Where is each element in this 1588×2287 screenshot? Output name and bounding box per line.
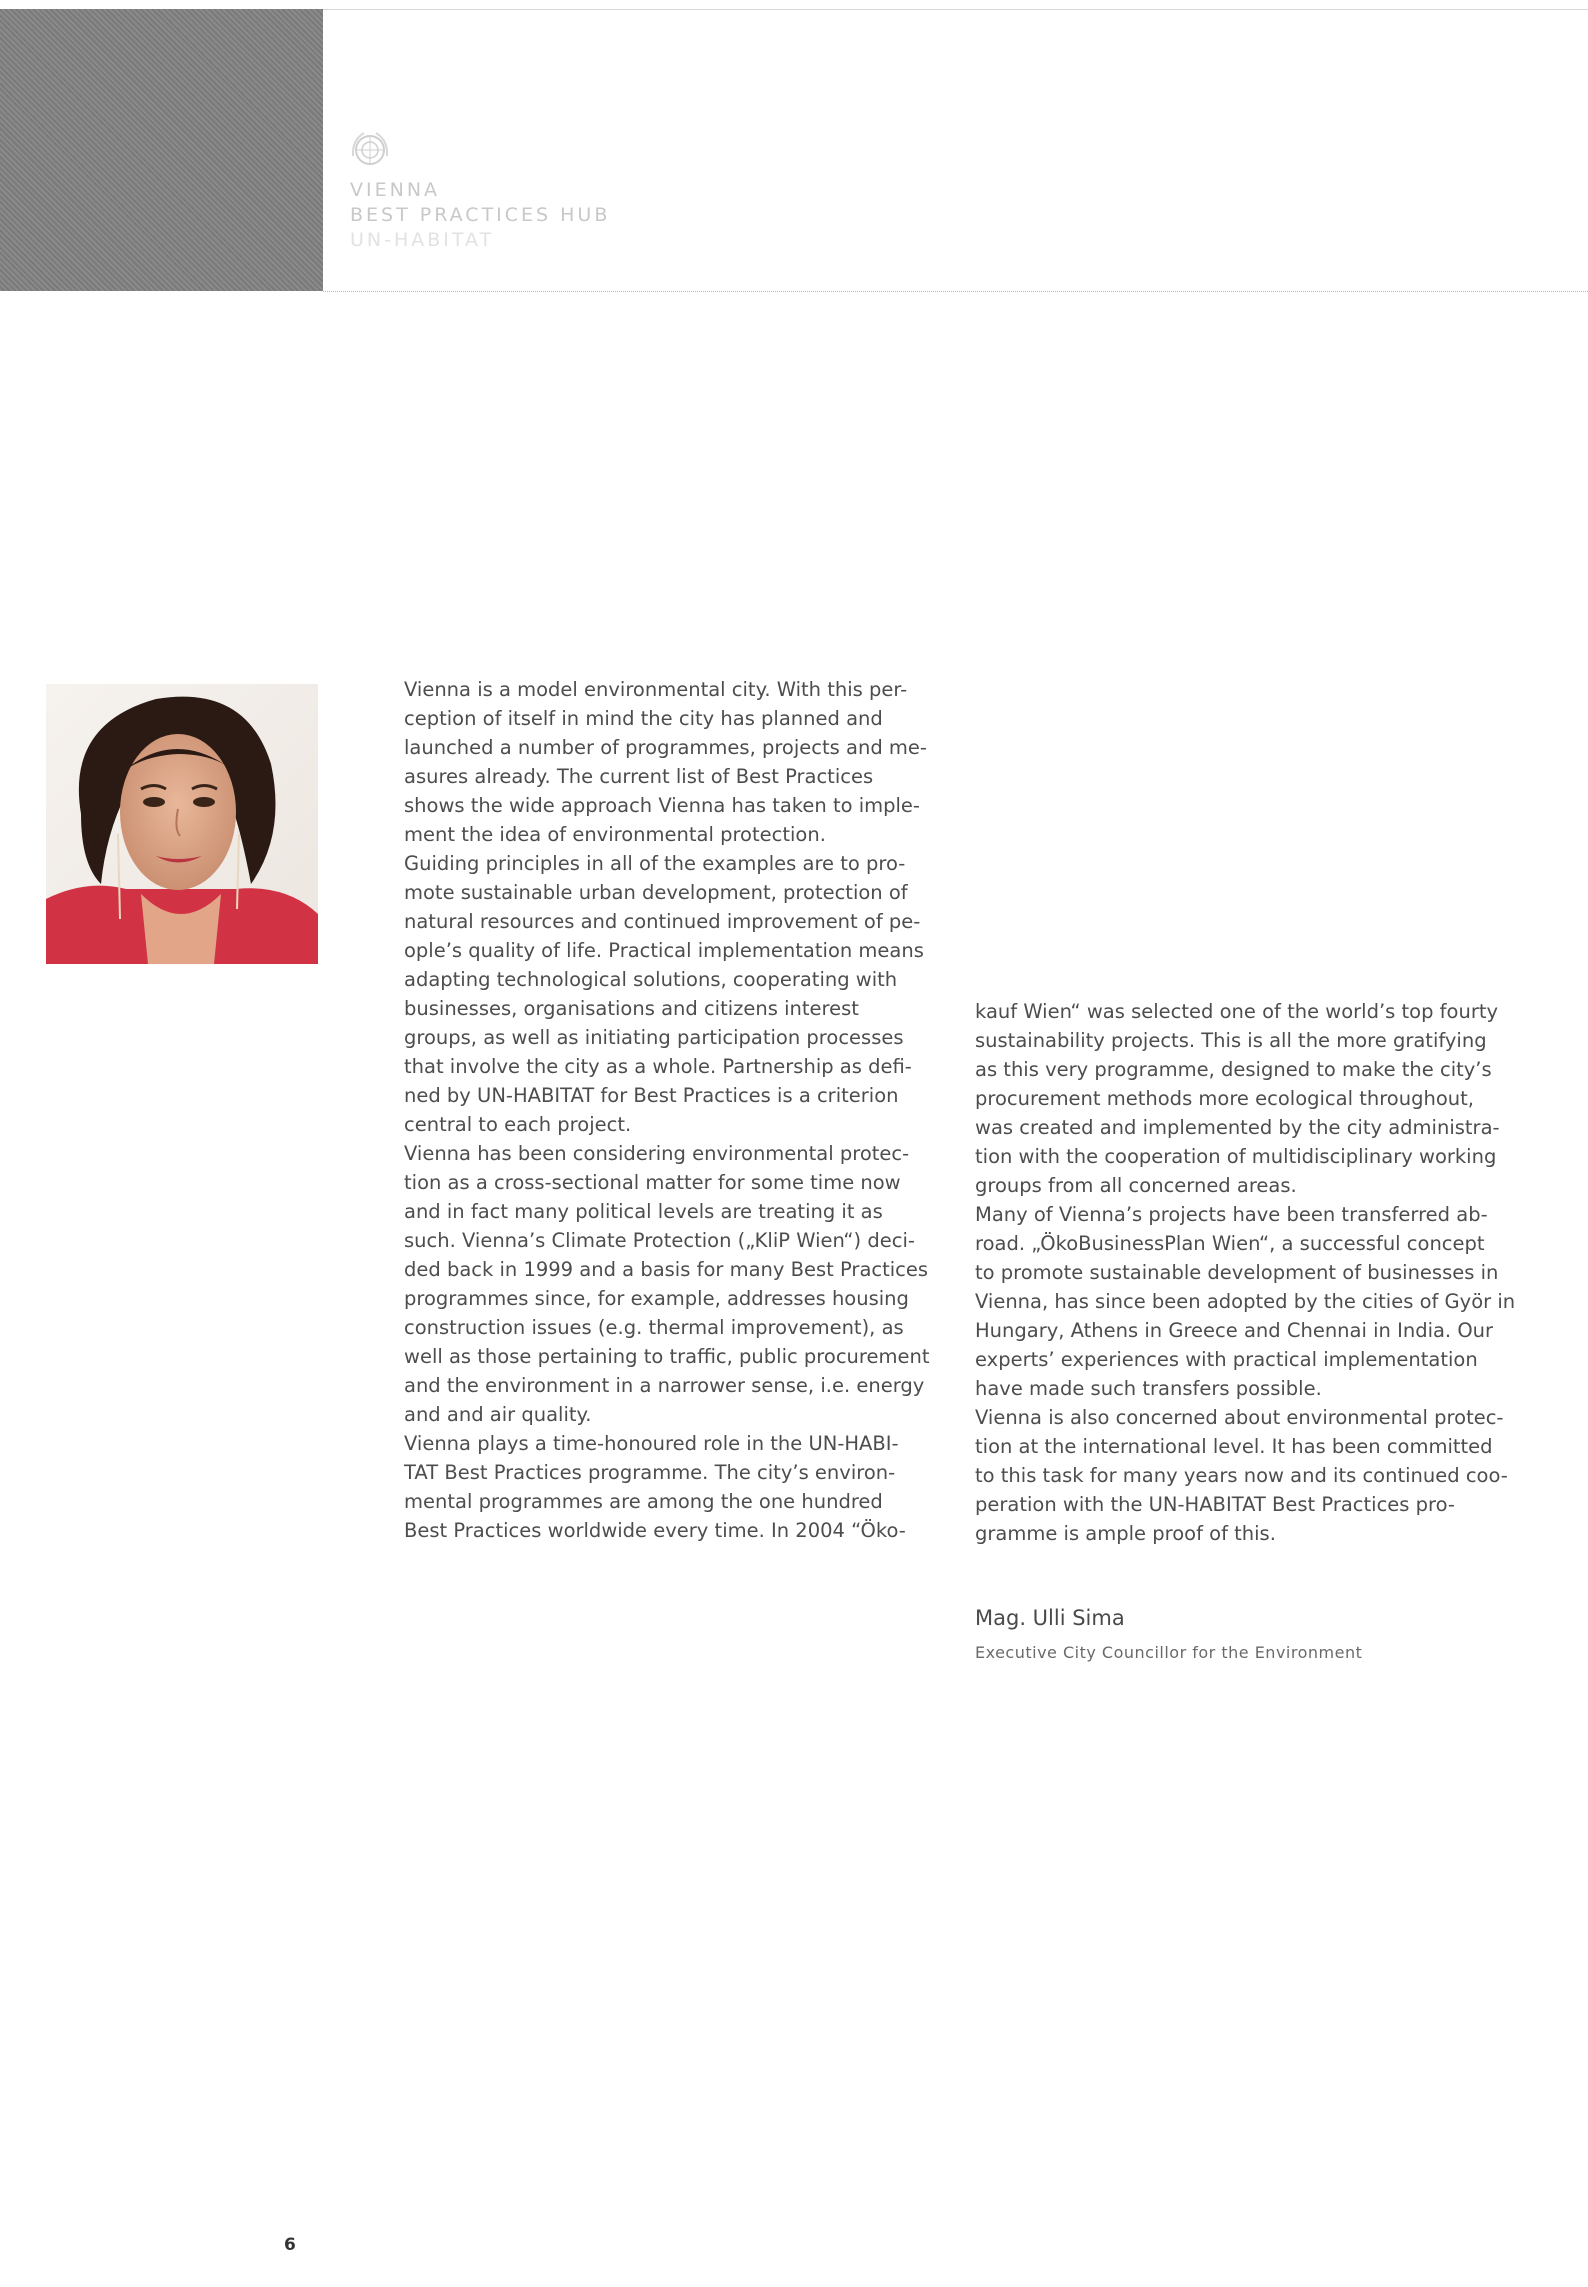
header-org-title bbox=[350, 178, 610, 253]
header-line-hub: BEST PRACTICES HUB bbox=[350, 204, 611, 226]
text-line: groups from all concerned areas. bbox=[975, 1174, 1297, 1197]
text-line: ned by UN-HABITAT for Best Practices is a criterion bbox=[404, 1084, 899, 1107]
signature-title: Executive City Councillor for the Environment bbox=[975, 1643, 1363, 1662]
text-line: have made such transfers possible. bbox=[975, 1377, 1322, 1400]
header-divider bbox=[323, 291, 1588, 292]
text-line: tion as a cross-sectional matter for some time now bbox=[404, 1171, 901, 1194]
un-emblem-icon bbox=[346, 126, 394, 174]
text-line: and in fact many political levels are treating it as bbox=[404, 1200, 883, 1223]
text-line: shows the wide approach Vienna has taken to imple- bbox=[404, 794, 920, 817]
text-line: ment the idea of environmental protection. bbox=[404, 823, 826, 846]
text-line: and the environment in a narrower sense, i.e. energy bbox=[404, 1374, 925, 1397]
text-line: launched a number of programmes, projects and me- bbox=[404, 736, 927, 759]
text-line: Vienna has been considering environmental protec- bbox=[404, 1142, 910, 1165]
text-line: natural resources and continued improvement of pe- bbox=[404, 910, 921, 933]
text-line: Vienna is a model environmental city. With this per- bbox=[404, 678, 908, 701]
text-line: procurement methods more ecological throughout, bbox=[975, 1087, 1474, 1110]
text-line: ople’s quality of life. Practical implementation means bbox=[404, 939, 924, 962]
text-line: Hungary, Athens in Greece and Chennai in India. Our bbox=[975, 1319, 1494, 1342]
text-line: tion at the international level. It has been committed bbox=[975, 1435, 1493, 1458]
header-line-org: UN-HABITAT bbox=[350, 229, 495, 251]
text-line: programmes since, for example, addresses housing bbox=[404, 1287, 909, 1310]
text-line: Vienna plays a time-honoured role in the UN-HABI- bbox=[404, 1432, 899, 1455]
text-line: was created and implemented by the city administra- bbox=[975, 1116, 1500, 1139]
text-line: adapting technological solutions, cooperating with bbox=[404, 968, 898, 991]
text-line: construction issues (e.g. thermal improvement), as bbox=[404, 1316, 904, 1339]
text-line: peration with the UN-HABITAT Best Practices pro- bbox=[975, 1493, 1455, 1516]
text-line: asures already. The current list of Best Practices bbox=[404, 765, 874, 788]
text-line: mote sustainable urban development, protection of bbox=[404, 881, 908, 904]
text-line: to promote sustainable development of businesses in bbox=[975, 1261, 1499, 1284]
text-line: road. „ÖkoBusinessPlan Wien“, a successful concept bbox=[975, 1232, 1485, 1255]
portrait-photo bbox=[46, 684, 318, 964]
text-line: as this very programme, designed to make the city’s bbox=[975, 1058, 1492, 1081]
text-line: well as those pertaining to traffic, public procurement bbox=[404, 1345, 930, 1368]
text-line: central to each project. bbox=[404, 1113, 632, 1136]
text-line: kauf Wien“ was selected one of the world’s top fourty bbox=[975, 1000, 1499, 1023]
text-line: such. Vienna’s Climate Protection („KliP Wien“) deci- bbox=[404, 1229, 915, 1252]
top-rule bbox=[323, 9, 1588, 10]
text-line: experts’ experiences with practical implementation bbox=[975, 1348, 1478, 1371]
body-text-right-column bbox=[975, 997, 1515, 1548]
text-line: Guiding principles in all of the examples are to pro- bbox=[404, 852, 906, 875]
text-line: businesses, organisations and citizens interest bbox=[404, 997, 859, 1020]
text-line: tion with the cooperation of multidisciplinary working bbox=[975, 1145, 1497, 1168]
text-line: mental programmes are among the one hundred bbox=[404, 1490, 883, 1513]
text-line: ception of itself in mind the city has planned and bbox=[404, 707, 883, 730]
text-line: groups, as well as initiating participation processes bbox=[404, 1026, 904, 1049]
text-line: that involve the city as a whole. Partnership as defi- bbox=[404, 1055, 912, 1078]
text-line: and and air quality. bbox=[404, 1403, 592, 1426]
body-text-left-column bbox=[404, 675, 934, 1545]
text-line: Vienna, has since been adopted by the cities of Györ in bbox=[975, 1290, 1516, 1313]
text-line: Vienna is also concerned about environmental protec- bbox=[975, 1406, 1504, 1429]
header-line-city: VIENNA bbox=[350, 179, 441, 201]
signature-name: Mag. Ulli Sima bbox=[975, 1606, 1125, 1630]
text-line: sustainability projects. This is all the more gratifying bbox=[975, 1029, 1487, 1052]
text-line: TAT Best Practices programme. The city’s environ- bbox=[404, 1461, 896, 1484]
text-line: Many of Vienna’s projects have been transferred ab- bbox=[975, 1203, 1488, 1226]
text-line: to this task for many years now and its continued coo- bbox=[975, 1464, 1508, 1487]
text-line: Best Practices worldwide every time. In 2004 “Öko- bbox=[404, 1519, 906, 1542]
page-number: 6 bbox=[284, 2235, 296, 2255]
text-line: ded back in 1999 and a basis for many Best Practices bbox=[404, 1258, 929, 1281]
text-line: gramme is ample proof of this. bbox=[975, 1522, 1276, 1545]
header-gray-block bbox=[0, 9, 323, 291]
